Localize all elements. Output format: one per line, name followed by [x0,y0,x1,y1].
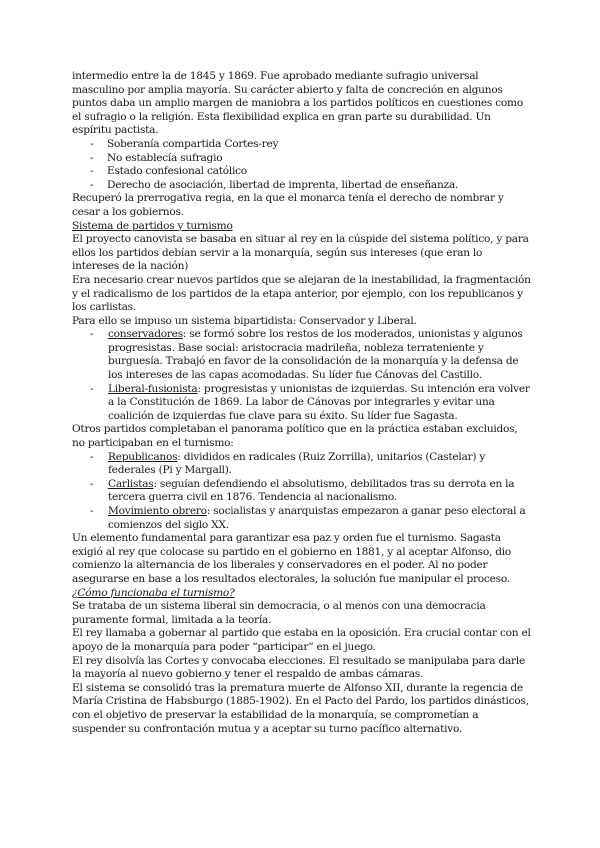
term: Republicanos [108,450,178,463]
term: conservadores [108,328,183,341]
dynastic-parties-list [72,328,532,423]
term: Movimiento obrero [108,505,207,517]
section-heading-party-system: Sistema de partidos y turnismo [72,219,233,232]
list-dash: - [90,178,94,191]
list-dash: - [90,505,94,517]
list-item: - No establecía sufragio [90,151,223,164]
list-item-liberal-fusionista: - Liberal-fusionista: progresistas y unionistas de izquierdas. Su intención era volver a la Constitución de 1869. La labor de Cánovas por integrarles y evitar una coalición de izquierdas fue clave para su éxito. Su líder fue Sagasta. [90,382,530,422]
list-dash: - [90,477,94,490]
paragraph-other-parties: Otros partidos completaban el panorama político que en la práctica estaban excluidos, no participaban en el turnismo: [72,423,518,450]
paragraph-constitution: intermedio entre la de 1845 y 1869. Fue aprobado mediante sufragio universal masculino por amplia mayoría. Su carácter abierto y falta de concreción en algunos puntos daba un amplio margen de maniobra a los partidos políticos en cuestiones como el sufragio o la religión. Esta flexibilidad explica en gran parte su durabilidad. Un espíritu pactista. [72,70,523,137]
paragraph-new-parties: Era necesario crear nuevos partidos que se alejaran de la inestabilidad, la fragmentación y el radicalismo de los partidos de la etapa anterior, por ejemplo, con los republicanos y los carlistas. [72,273,531,314]
paragraph-canovist-project: El proyecto canovista se basaba en situar al rey en la cúspide del sistema político, y para ellos los partidos debían servir a la monarquía, según sus intereses (que eran lo intereses de la nación) [72,233,529,273]
paragraph-turnismo: Un elemento fundamental para garantizar esa paz y orden fue el turnismo. Sagasta exigió al rey que colocase su partido en el gobierno en 1881, y al aceptar Alfonso, dio comienzo la alternancia de los liberales y conservadores en el poder. Al no poder asegurarse en base a los resultados electorales, la solución fue manipular el proceso. [72,532,512,585]
subheading-how-turnismo-worked: ¿Cómo funcionaba el turnismo? [72,586,235,599]
paragraph-royal-prerogative: Recuperó la prerrogativa regia, en la que el monarca tenía el derecho de nombrar y cesar a los gobiernos. [72,192,504,218]
list-dash: - [90,382,94,395]
list-dash: - [90,450,94,463]
list-item: - Soberanía compartida Cortes-rey [90,137,279,150]
excluded-parties-list [72,451,532,533]
list-dash: - [90,137,94,150]
paragraph-liberal-system: Se trataba de un sistema liberal sin democracia, o al menos con una democracia puramente formal, limitada a la teoría. [72,600,486,626]
list-item: - Estado confesional católico [90,165,247,178]
term: Liberal-fusionista [108,382,198,395]
list-dash: - [90,151,94,164]
list-item-conservadores: - conservadores: se formó sobre los restos de los moderados, unionistas y algunos progresistas. Base social: aristocracia madrileña, nobleza terrateniente y burguesía. Trabajó en favor de la consolidación de la monarquía y la defensa de los intereses de las capas acomodadas. Su líder fue Cánovas del Castillo. [90,328,523,382]
list-dash: - [90,328,94,341]
list-dash: - [90,165,94,178]
paragraph-pacto-pardo: El sistema se consolidó tras la prematura muerte de Alfonso XII, durante la regencia de María Cristina de Habsburgo (1885-1902). En el Pacto del Pardo, los partidos dinásticos, con el objetivo de preservar la estabilidad de la monarquía, se comprometían a suspender su confrontación mutua y a aceptar su turno pacífico alternativo. [72,681,529,735]
list-item-carlistas: - Carlistas: seguían defendiendo el absolutismo, debilitados tras su derrota en la tercera guerra civil en 1876. Tendencia al nacionalismo. [90,477,515,504]
paragraph-elections: El rey disolvía las Cortes y convocaba elecciones. El resultado se manipulaba para darle la mayoría al nuevo gobierno y tener el respaldo de ambas cámaras. [72,654,526,681]
list-item-movimiento-obrero: - Movimiento obrero: socialistas y anarquistas empezaron a ganar peso electoral a comienzos del siglo XX. [90,505,526,531]
list-item: - Derecho de asociación, libertad de imprenta, libertad de enseñanza. [90,178,459,191]
list-item-republicanos: - Republicanos: divididos en radicales (Ruiz Zorrilla), unitarios (Castelar) y federales (Pi y Margall). [90,450,486,477]
term: Carlistas [108,477,154,490]
document-page [72,70,532,736]
paragraph-king-calls: El rey llamaba a gobernar al partido que estaba en la oposición. Era crucial contar con el apoyo de la monarquía para poder “participar” en el juego. [72,627,531,653]
paragraph-bipartisan: Para ello se impuso un sistema bipartidista: Conservador y Liberal. [72,314,417,327]
constitution-features-list [72,138,532,192]
